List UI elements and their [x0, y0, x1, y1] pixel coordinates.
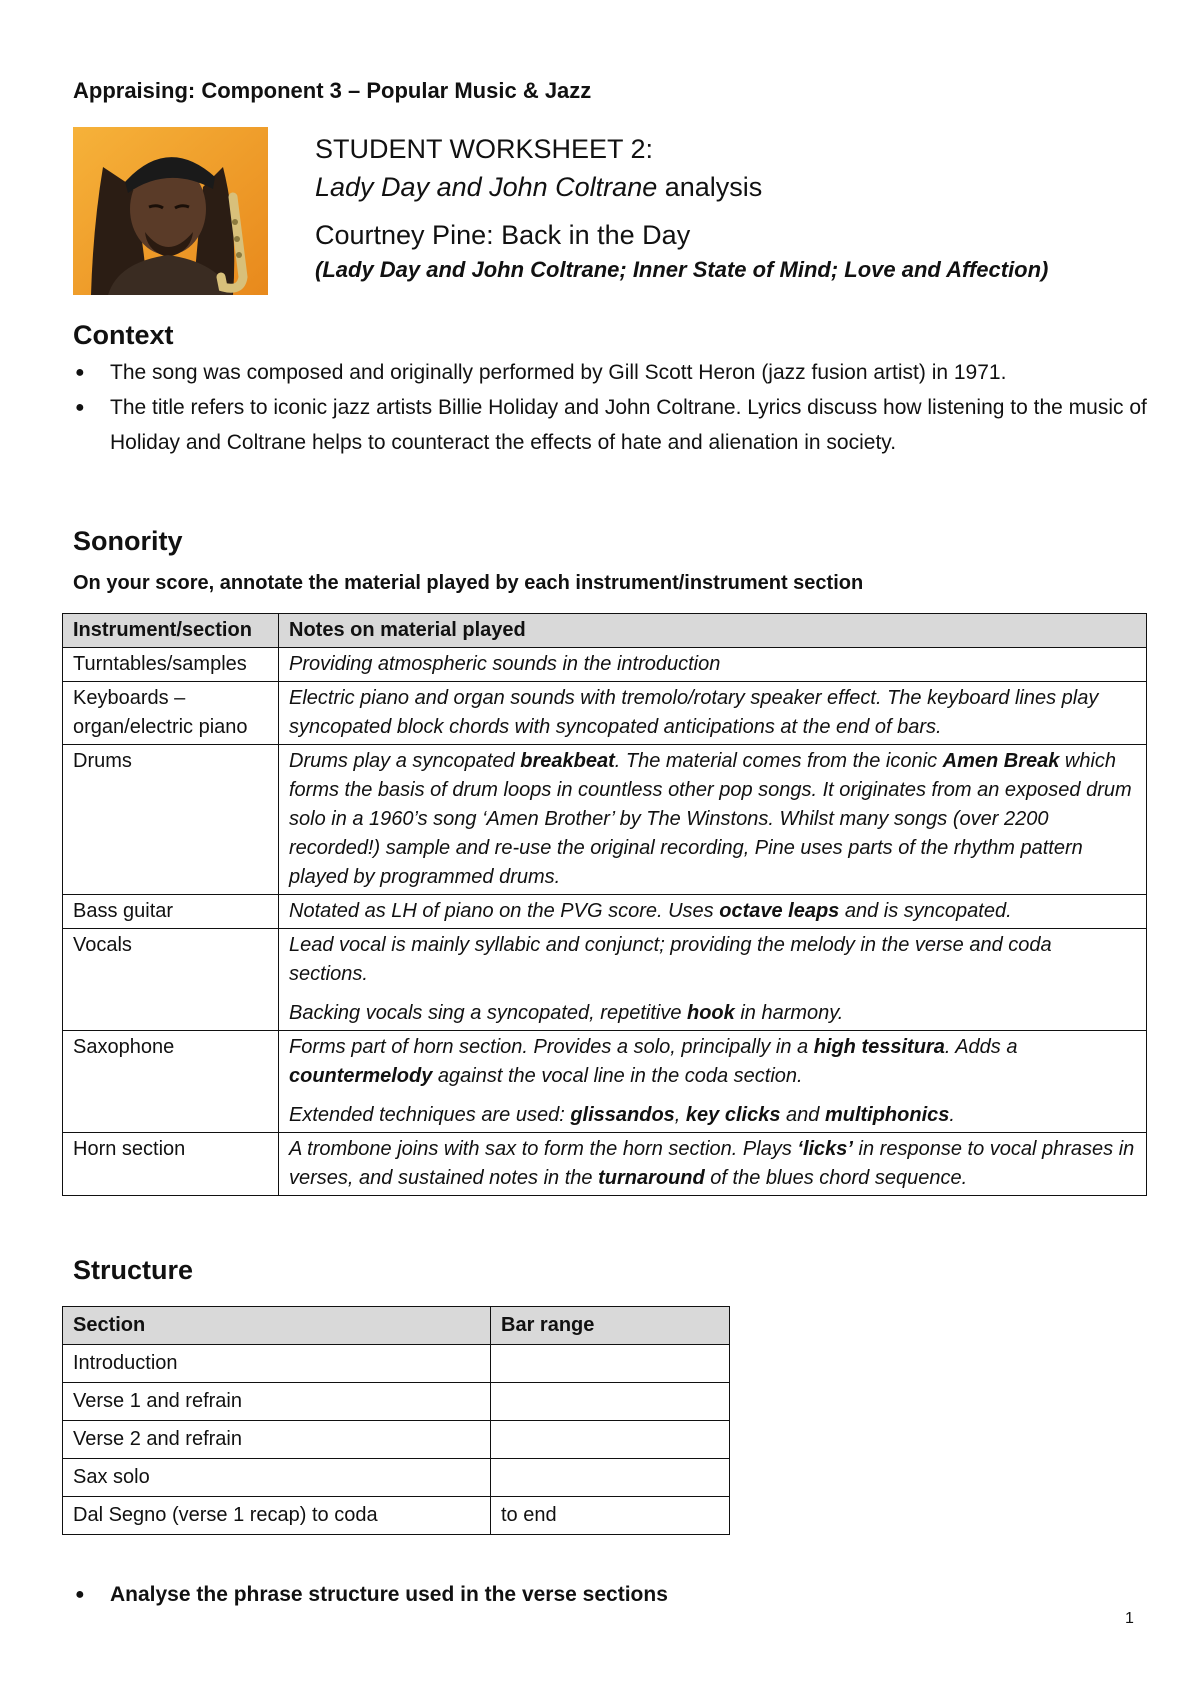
sonority-instruction: On your score, annotate the material played by each instrument/instrument section	[73, 572, 864, 594]
structure-task: ● Analyse the phrase structure used in the verse sections	[73, 1577, 1153, 1612]
sonority-row	[63, 745, 1147, 895]
sonority-header-row	[63, 614, 1147, 648]
structure-row	[63, 1345, 730, 1383]
bar-range-cell[interactable]	[491, 1459, 730, 1497]
worksheet-subtitle	[315, 168, 1175, 206]
notes-paragraph: Extended techniques are used: glissandos, key clicks and multiphonics.	[289, 1104, 955, 1126]
structure-header-bars: Bar range	[491, 1307, 730, 1345]
notes-cell	[279, 648, 1147, 682]
worksheet-title: STUDENT WORKSHEET 2:	[315, 134, 654, 164]
sonority-table	[62, 613, 1147, 1196]
section-cell: Dal Segno (verse 1 recap) to coda	[63, 1497, 491, 1535]
notes-cell	[279, 929, 1147, 1031]
bar-range-cell[interactable]: to end	[491, 1497, 730, 1535]
artist-photo	[73, 127, 268, 295]
notes-cell	[279, 895, 1147, 929]
structure-header-section: Section	[63, 1307, 491, 1345]
worksheet-titles	[315, 130, 1175, 286]
sonority-row	[63, 648, 1147, 682]
section-cell: Verse 1 and refrain	[63, 1383, 491, 1421]
notes-cell	[279, 1031, 1147, 1133]
bullet-icon: ●	[75, 364, 85, 381]
structure-row	[63, 1421, 730, 1459]
sonority-row	[63, 1031, 1147, 1133]
sonority-heading: Sonority	[73, 526, 183, 556]
structure-row	[63, 1383, 730, 1421]
structure-row	[63, 1497, 730, 1535]
sonority-row	[63, 929, 1147, 1031]
course-title: Appraising: Component 3 – Popular Music & Jazz	[73, 78, 592, 103]
notes-paragraph: Lead vocal is mainly syllabic and conjunct; providing the melody in the verse and coda sections.	[289, 934, 1052, 985]
sonority-header-notes: Notes on material played	[279, 614, 1147, 648]
instrument-cell: Bass guitar	[63, 895, 279, 929]
sonority-row	[63, 682, 1147, 745]
worksheet-subtitle-song: Lady Day and John Coltrane	[315, 172, 658, 202]
bar-range-cell[interactable]	[491, 1345, 730, 1383]
page-number: 1	[1125, 1610, 1134, 1627]
piece-title: Courtney Pine: Back in the Day	[315, 220, 691, 250]
notes-paragraph: Forms part of horn section. Provides a solo, principally in a high tessitura. Adds a countermelody against the vocal line in the coda section.	[289, 1036, 1018, 1087]
worksheet-subtitle-rest: analysis	[657, 172, 763, 202]
bullet-icon: ●	[75, 1586, 85, 1603]
context-list	[73, 355, 1153, 460]
section-cell: Sax solo	[63, 1459, 491, 1497]
instrument-cell: Turntables/samples	[63, 648, 279, 682]
context-bullet: ● The title refers to iconic jazz artists Billie Holiday and John Coltrane. Lyrics discuss how listening to the music of Holiday and Coltrane helps to counteract the effects of hate and alienation in society.	[73, 390, 1153, 460]
instrument-cell: Horn section	[63, 1133, 279, 1196]
notes-paragraph: Notated as LH of piano on the PVG score. Uses octave leaps and is syncopated.	[289, 900, 1012, 922]
notes-cell	[279, 1133, 1147, 1196]
instrument-cell: Vocals	[63, 929, 279, 1031]
notes-paragraph: Drums play a syncopated breakbeat. The material comes from the iconic Amen Break which forms the basis of drum loops in countless other pop songs. It originates from an exposed drum solo in a 1960’s song ‘Amen Brother’ by The Winstons. Whilst many songs (over 2200 recorded!) sample and re-use the original recording, Pine uses parts of the rhythm pattern played by programmed drums.	[289, 750, 1132, 888]
structure-table	[62, 1306, 730, 1535]
instrument-cell: Drums	[63, 745, 279, 895]
structure-row	[63, 1459, 730, 1497]
notes-paragraph: Providing atmospheric sounds in the introduction	[289, 653, 721, 675]
notes-cell	[279, 682, 1147, 745]
structure-header-row	[63, 1307, 730, 1345]
notes-cell	[279, 745, 1147, 895]
context-bullet: ● The song was composed and originally performed by Gill Scott Heron (jazz fusion artist) in 1971.	[73, 355, 1153, 390]
bar-range-cell[interactable]	[491, 1421, 730, 1459]
artist-photo-image	[73, 127, 268, 295]
notes-paragraph: A trombone joins with sax to form the horn section. Plays ‘licks’ in response to vocal phrases in verses, and sustained notes in the turnaround of the blues chord sequence.	[289, 1138, 1135, 1189]
structure-task-list	[73, 1577, 1153, 1612]
section-cell: Verse 2 and refrain	[63, 1421, 491, 1459]
section-cell: Introduction	[63, 1345, 491, 1383]
sonority-row	[63, 895, 1147, 929]
notes-paragraph: Electric piano and organ sounds with tremolo/rotary speaker effect. The keyboard lines play syncopated block chords with syncopated anticipations at the end of bars.	[289, 687, 1099, 738]
structure-heading: Structure	[73, 1255, 194, 1285]
piece-tracks: (Lady Day and John Coltrane; Inner State of Mind; Love and Affection)	[315, 257, 1049, 282]
bar-range-cell[interactable]	[491, 1383, 730, 1421]
context-heading: Context	[73, 320, 174, 350]
instrument-cell: Keyboards – organ/electric piano	[63, 682, 279, 745]
notes-paragraph: Backing vocals sing a syncopated, repetitive hook in harmony.	[289, 1002, 844, 1024]
sonority-row	[63, 1133, 1147, 1196]
bullet-icon: ●	[75, 399, 85, 416]
sonority-header-instrument: Instrument/section	[63, 614, 279, 648]
instrument-cell: Saxophone	[63, 1031, 279, 1133]
